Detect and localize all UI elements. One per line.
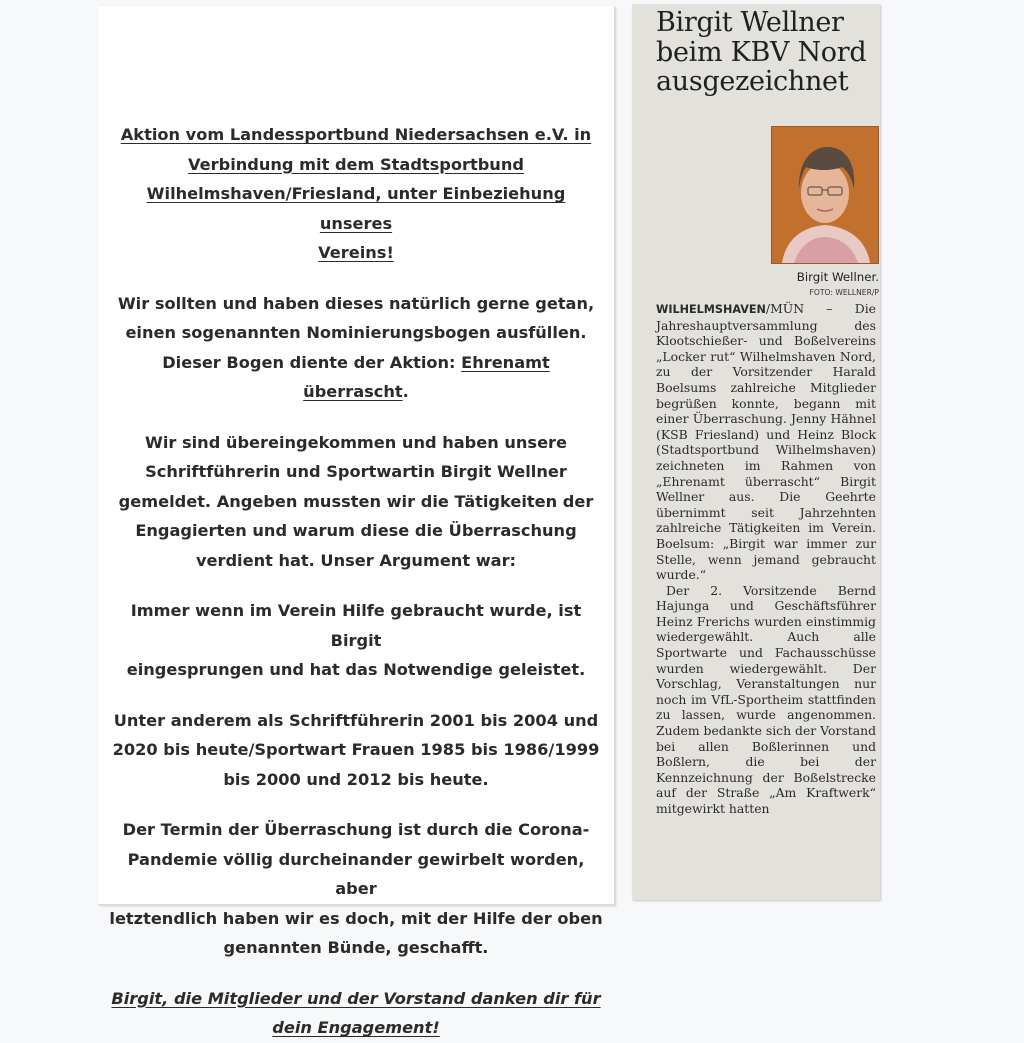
letter-text-line: Engagierten und warum diese die Überraschung — [135, 521, 577, 540]
letter-highlight-text: Ehrenamt überrascht — [303, 352, 550, 401]
letter-body — [108, 120, 604, 1043]
letter-text-line: Immer wenn im Verein Hilfe gebraucht wurde, ist Birgit — [130, 601, 582, 650]
headline-line: Birgit Wellner — [656, 7, 844, 38]
letter-closing-line: dein Engagement! — [272, 1018, 440, 1037]
newspaper-clipping — [632, 4, 880, 900]
photo-credit: FOTO: WELLNER/P — [809, 288, 879, 297]
letter-text-line: einen sogenannten Nominierungsbogen ausfüllen. — [125, 323, 587, 342]
letter-text-line: 2020 bis heute/Sportwart Frauen 1985 bis 1986/1999 — [112, 740, 600, 759]
letter-text-line: Wir sind übereingekommen und haben unsere — [144, 432, 568, 452]
headline-line: ausgezeichnet — [656, 66, 849, 97]
letter-text-line: letztendlich haben wir es doch, mit der Hilfe der oben — [109, 908, 603, 928]
letter-heading-line: Aktion vom Landessportbund Niedersachsen e.V. in — [120, 125, 592, 144]
letter-text-line: Pandemie völlig durcheinander gewirbelt worden, aber — [127, 849, 585, 898]
headline-line: beim KBV Nord — [656, 36, 867, 68]
letter-text-line: Schriftführerin und Sportwartin Birgit Wellner — [145, 462, 567, 481]
letter-heading-line: Verbindung mit dem Stadtsportbund — [188, 154, 524, 174]
letter-text-line: gemeldet. Angeben mussten wir die Tätigkeiten der — [118, 491, 594, 511]
letter-sheet — [98, 6, 615, 1037]
portrait-photo — [771, 126, 879, 264]
letter-closing-line: Birgit, die Mitglieder und der Vorstand danken dir für — [111, 988, 601, 1008]
letter-text-line: genannten Bünde, geschafft. — [223, 938, 489, 957]
letter-text-line: eingesprungen und hat das Notwendige geleistet. — [126, 660, 586, 679]
letter-text-line: Wir sollten und haben dieses natürlich gerne getan, — [117, 293, 595, 313]
letter-text-span: . — [402, 382, 409, 401]
letter-text-line — [108, 348, 604, 407]
article-dateline: WILHELMSHAVEN — [656, 303, 766, 316]
letter-heading-line: Wilhelmshaven/Friesland, unter Einbeziehung unseres — [146, 184, 566, 233]
article-text: – Die Jahreshauptversammlung des Klootschießer- und Boßelvereins „Locker rut“ Wilhelmshaven Nord, zu der Vorsitzender Harald Boelsums zahlreiche Mitglieder begrüßen konnte, begann mit einer Überraschung. Jenny Hähnel (KSB Friesland) und Heinz Block (Stadtsportbund Wilhelmshaven) zeichneten im Rahmen von „Ehrenamt überrascht“ Birgit Wellner aus. Die Geehrte übernimmt seit Jahrzehnten zahlreiche Tätigkeiten im Verein. Boelsum: „Birgit war immer zur Stelle, wenn jemand gebraucht wurde.“ — [656, 301, 876, 583]
letter-text-line: verdient hat. Unser Argument war: — [195, 550, 517, 570]
letter-text-span: Dieser Bogen diente der Aktion: — [162, 352, 462, 372]
article-paragraph: Der 2. Vorsitzende Bernd Hajunga und Geschäftsführer Heinz Frerichs wurden einstimmig wiedergewählt. Auch alle Sportwarte und Fachausschüsse wurden wiedergewählt. Der Vorschlag, Veranstaltungen nur noch im VfL-Sportheim stattfinden zu lassen, wurde angenommen. Zudem bedankte sich der Vorstand bei allen Boßlerinnen und Boßlern, die bei der Kennzeichnung der Boßelstrecke auf der Straße „Am Kraftwerk“ mitgewirkt hatten — [656, 582, 876, 816]
letter-text-line: Unter anderem als Schriftführerin 2001 bis 2004 und — [113, 710, 599, 730]
article-paragraph — [656, 124, 879, 583]
article-byline: /MÜN — [765, 301, 805, 316]
letter-heading-line: Vereins! — [318, 243, 394, 262]
letter-text-line: Der Termin der Überraschung ist durch die Corona- — [122, 820, 590, 839]
article-body — [656, 124, 879, 817]
photo-caption: Birgit Wellner. — [796, 270, 879, 284]
photo-block — [771, 126, 879, 299]
article-headline — [656, 8, 876, 97]
letter-text-line: bis 2000 und 2012 bis heute. — [223, 769, 489, 789]
